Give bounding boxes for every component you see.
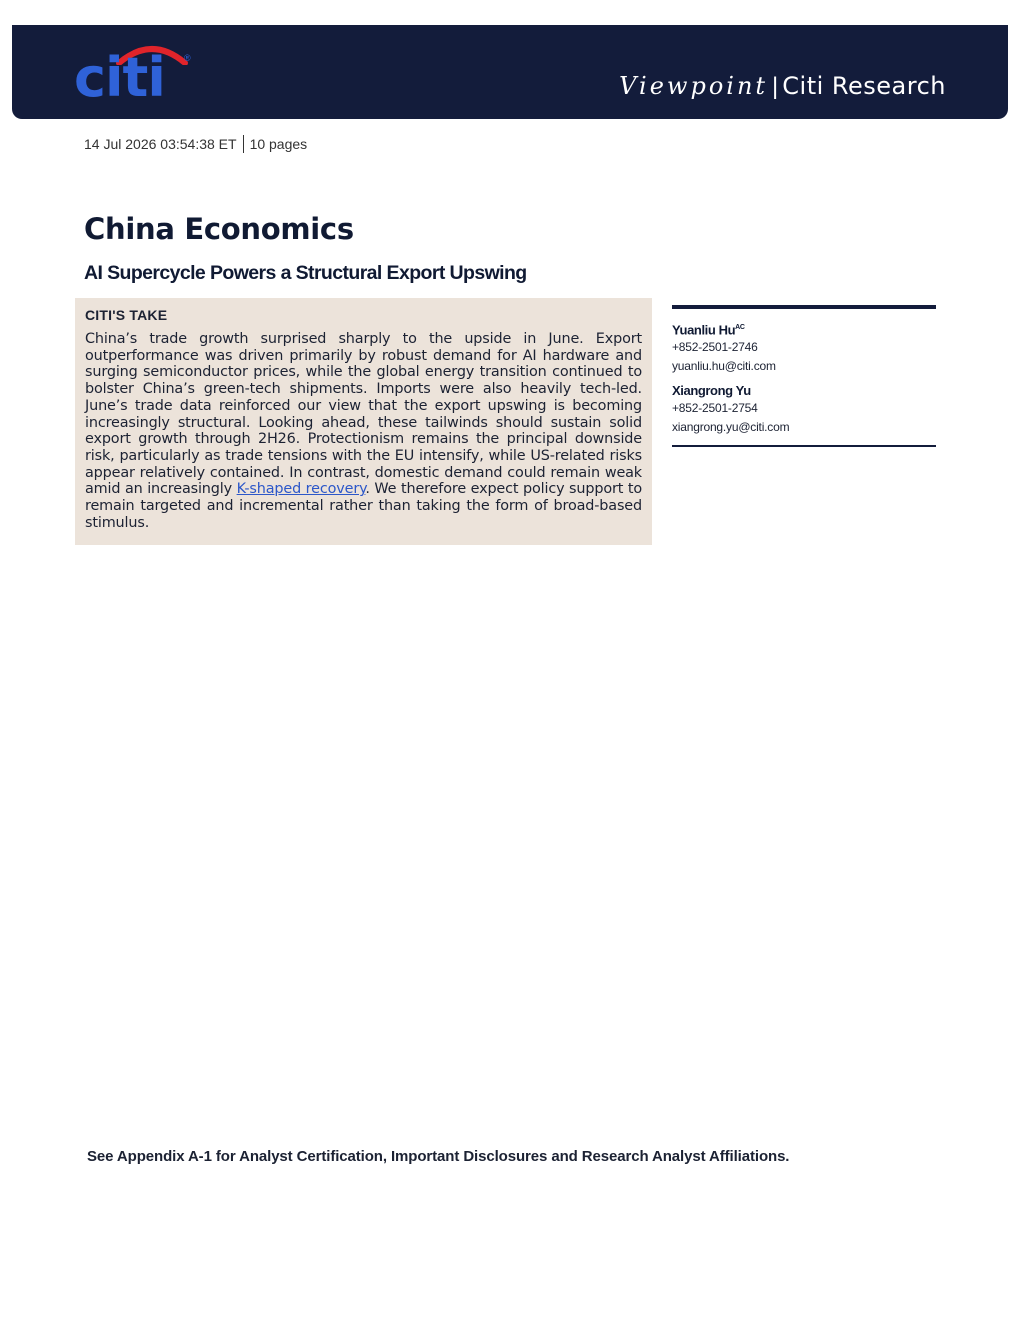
author-certification: AC	[735, 324, 745, 331]
brand-separator: |	[772, 73, 779, 100]
registered-mark: ®	[184, 53, 191, 63]
author-card	[672, 376, 936, 437]
citis-take-heading: CITI'S TAKE	[85, 307, 168, 323]
author-email[interactable]: xiangrong.yu@citi.com	[672, 420, 790, 435]
author-bottom-rule	[672, 445, 936, 447]
brand-title	[619, 71, 946, 102]
disclosure-note: See Appendix A-1 for Analyst Certification, Important Disclosures and Research Analyst Affiliations.	[87, 1148, 790, 1165]
page-count: 10 pages	[249, 136, 308, 152]
author-card	[672, 309, 936, 376]
citis-take-body	[85, 331, 642, 531]
report-meta	[84, 135, 307, 153]
header-banner	[12, 25, 1008, 119]
author-name: Xiangrong Yu	[672, 383, 751, 399]
citi-logo-text: citi	[74, 46, 165, 109]
page-title: China Economics	[84, 212, 354, 246]
citis-take-text: China’s trade growth surprised sharply to the upside in June. Export outperformance was driven primarily by robust demand for AI hardware and surging semiconductor prices, while the global energy transition continued to bolster China’s green-tech shipments. Imports were also heavily tech-led. June’s trade data reinforced our view that the export upswing is becoming increasingly structural. Looking ahead, these tailwinds should sustain solid export growth through 2H26. Protectionism remains the principal downside risk, particularly as trade tensions with the EU intensify, while US-related risks appear relatively contained. In contrast, domestic demand could remain weak amid an increasingly	[85, 331, 642, 498]
author-name: Yuanliu Hu	[672, 322, 736, 338]
page-subtitle: AI Supercycle Powers a Structural Export Upswing	[84, 262, 527, 284]
report-datetime: 14 Jul 2026 03:54:38 ET	[84, 136, 237, 152]
k-shaped-recovery-link[interactable]: K-shaped recovery	[236, 481, 366, 498]
author-phone: +852-2501-2746	[672, 340, 758, 355]
author-panel	[672, 305, 936, 447]
author-phone: +852-2501-2754	[672, 401, 758, 416]
brand-citi-research: Citi Research	[782, 72, 946, 100]
citi-logo[interactable]	[72, 37, 202, 107]
brand-viewpoint: Viewpoint	[619, 72, 769, 100]
author-email[interactable]: yuanliu.hu@citi.com	[672, 359, 776, 374]
citis-take-box	[75, 298, 652, 545]
citis-take-text-end: . We therefore expect policy support to remain targeted and incremental rather than taking the form of broad-based stimulus.	[85, 481, 643, 531]
meta-divider	[243, 135, 244, 153]
